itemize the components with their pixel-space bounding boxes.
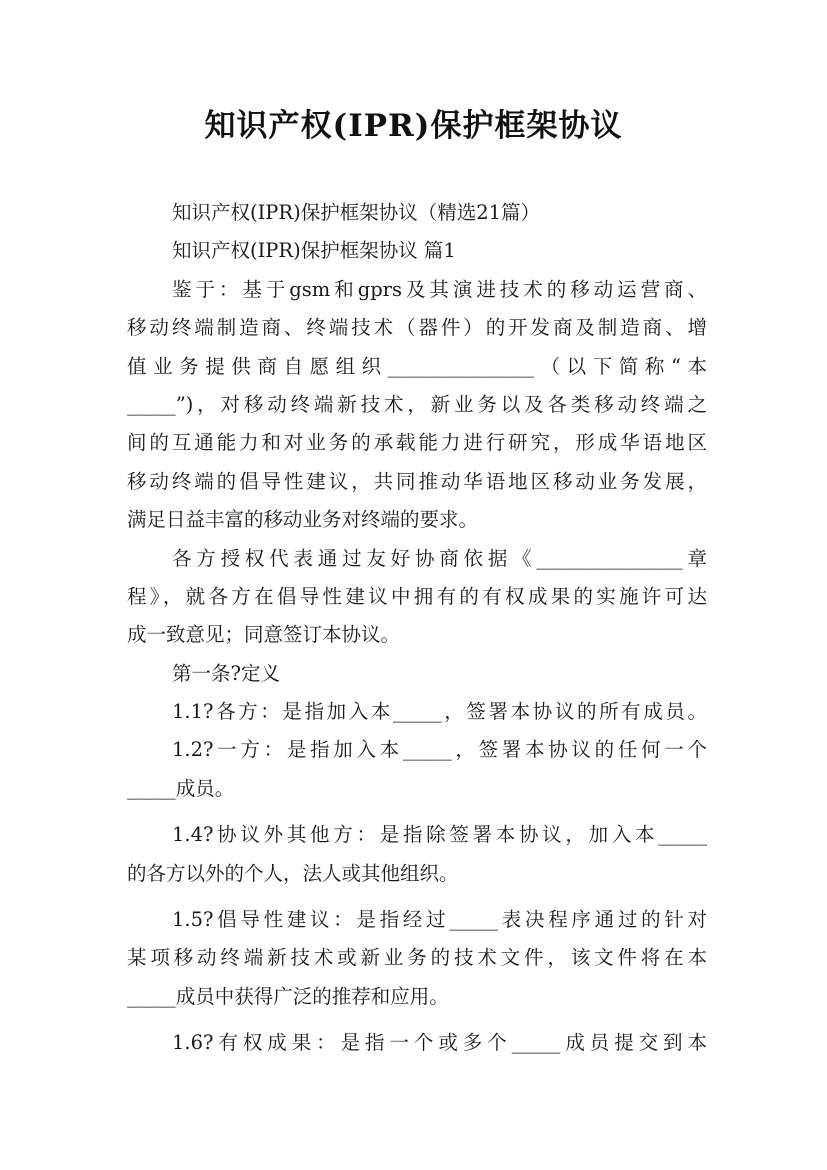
paragraph-line: 的各方以外的个人，法人或其他组织。 — [127, 861, 459, 885]
paragraph-line: 知识产权(IPR)保护框架协议（精选21篇） — [172, 201, 541, 224]
paragraph-line: _____成员中获得广泛的推荐和应用。 — [127, 984, 449, 1008]
paragraph-line: 满足日益丰富的移动业务对终端的要求。 — [127, 508, 479, 532]
paragraph-line: 知识产权(IPR)保护框架协议 篇1 — [172, 239, 456, 263]
paragraph-line: 程》，就各方在倡导性建议中拥有的有权成果的实施许可达 — [127, 584, 707, 608]
paragraph-line: 1.5?倡导性建议：是指经过_____表决程序通过的针对 — [172, 908, 707, 932]
paragraph-line: _____”)，对移动终端新技术，新业务以及各类移动终端之 — [127, 392, 707, 416]
paragraph-line: 间的互通能力和对业务的承载能力进行研究，形成华语地区 — [127, 431, 707, 455]
paragraph-line: 各方授权代表通过友好协商依据《_______________章 — [172, 546, 707, 570]
paragraph-line: 1.1?各方：是指加入本_____，签署本协议的所有成员。 — [172, 700, 707, 724]
paragraph-line: 移动终端的倡导性建议，共同推动华语地区移动业务发展， — [127, 469, 707, 493]
paragraph-line: _____成员。 — [127, 776, 235, 800]
paragraph-line: 成一致意见；同意签订本协议。 — [127, 623, 401, 647]
paragraph-line: 值业务提供商自愿组织_______________（以下简称“本 — [127, 354, 707, 378]
paragraph-line: 1.4?协议外其他方：是指除签署本协议，加入本_____ — [172, 823, 707, 847]
paragraph-line: 鉴于：基于gsm和gprs及其演进技术的移动运营商、 — [172, 277, 707, 301]
paragraph-line: 移动终端制造商、终端技术（器件）的开发商及制造商、增 — [127, 316, 707, 340]
section-heading: 第一条?定义 — [172, 661, 280, 685]
paragraph-line: 1.2?一方：是指加入本_____，签署本协议的任何一个 — [172, 738, 707, 762]
document-body — [127, 194, 707, 1063]
paragraph-line: 某项移动终端新技术或新业务的技术文件，该文件将在本 — [127, 946, 707, 970]
paragraph-line: 1.6?有权成果：是指一个或多个_____成员提交到本 — [172, 1031, 707, 1055]
document-title: 知识产权(IPR)保护框架协议 — [204, 108, 623, 144]
